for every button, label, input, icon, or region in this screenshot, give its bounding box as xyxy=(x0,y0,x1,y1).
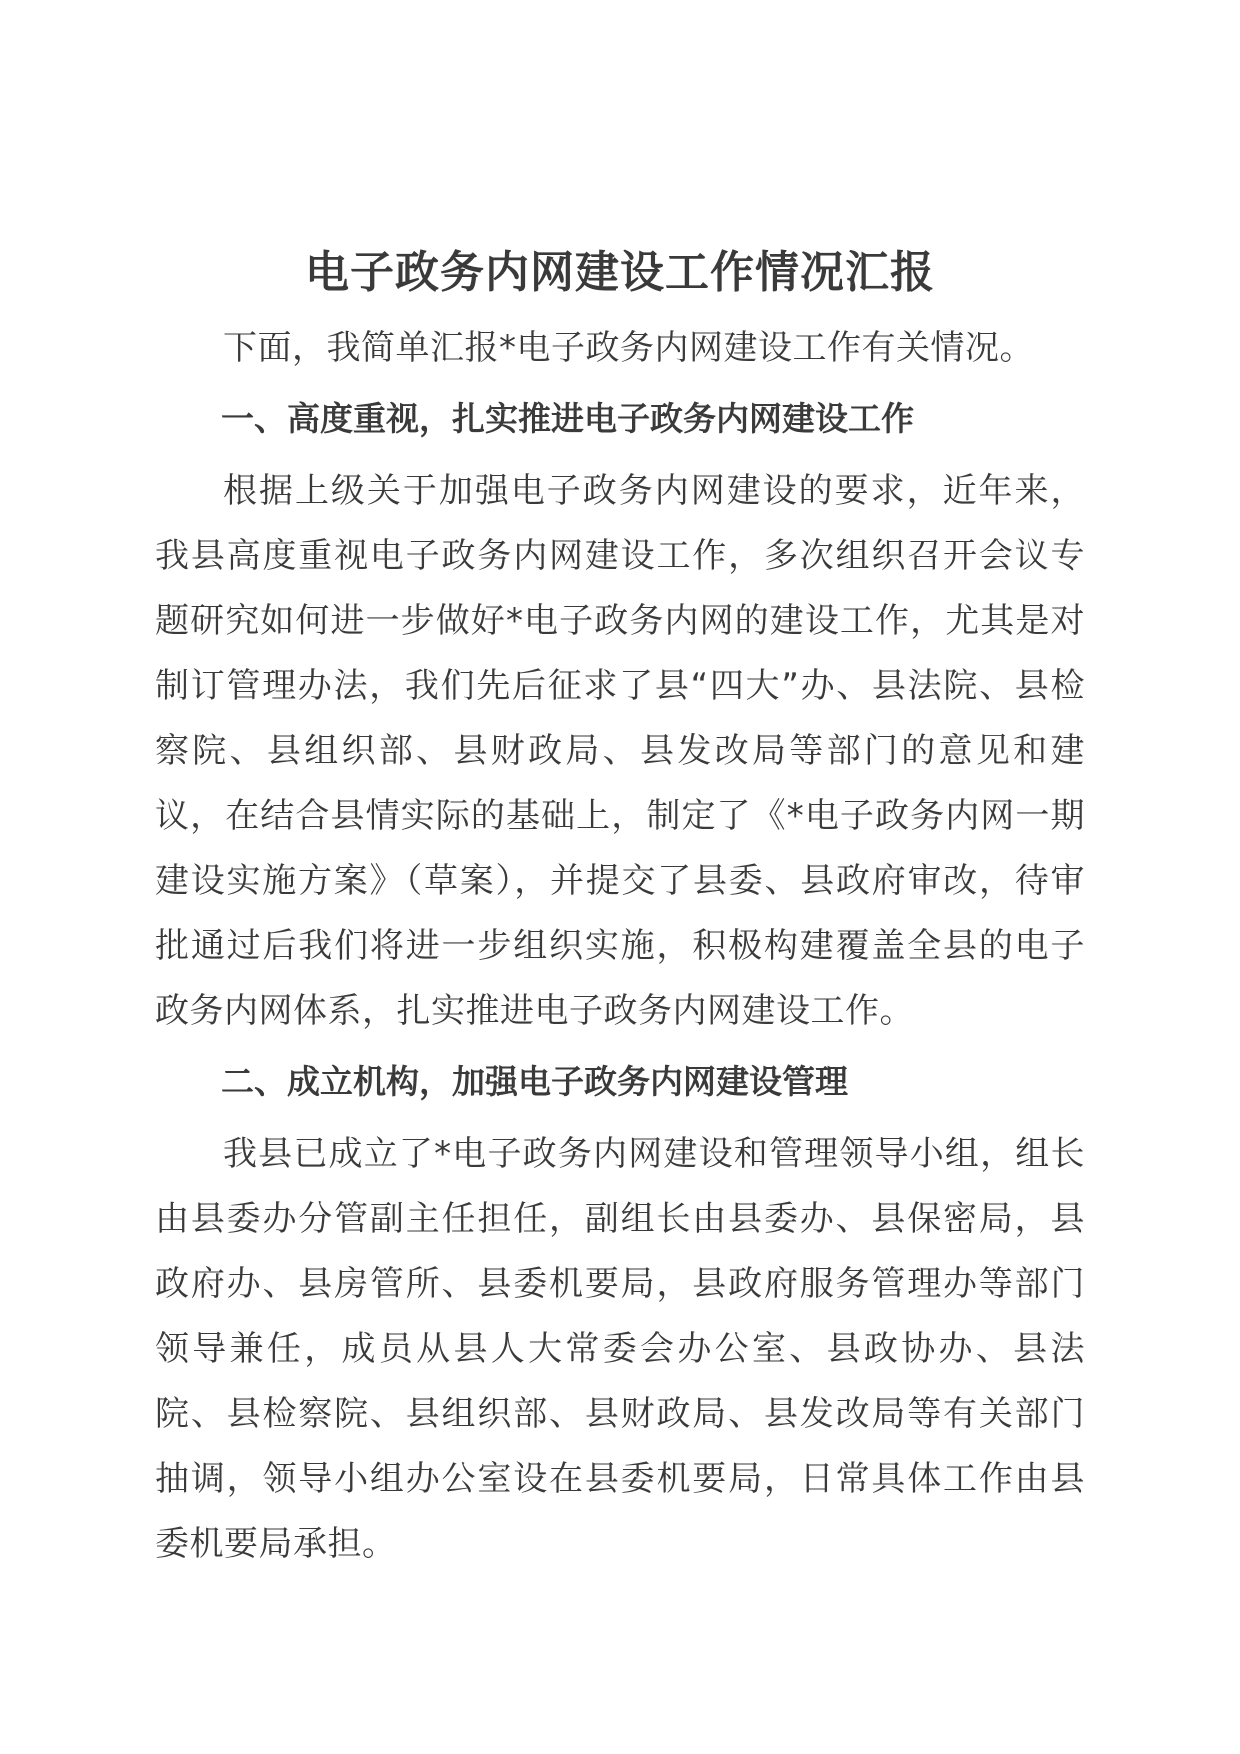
section-1-heading: 一、高度重视，扎实推进电子政务内网建设工作 xyxy=(221,399,914,438)
section-2-heading: 二、成立机构，加强电子政务内网建设管理 xyxy=(221,1062,848,1101)
section-2-body: 我县已成立了*电子政务内网建设和管理领导小组，组长由县委办分管副主任担任，副组长由县委办、县保密局，县政府办、县房管所、县委机要局，县政府服务管理办等部门领导兼任，成员从县人大常委会办公室、县政协办、县法院、县检察院、县组织部、县财政局、县发改局等有关部门抽调，领导小组办公室设在县委机要局，日常具体工作由县委机要局承担。 xyxy=(155,1134,1085,1564)
document-title: 电子政务内网建设工作情况汇报 xyxy=(305,247,935,298)
document-page xyxy=(155,236,1085,1577)
intro-paragraph: 下面，我简单汇报*电子政务内网建设工作有关情况。 xyxy=(223,328,1034,368)
section-1-body: 根据上级关于加强电子政务内网建设的要求，近年来，我县高度重视电子政务内网建设工作，多次组织召开会议专题研究如何进一步做好*电子政务内网的建设工作，尤其是对制订管理办法，我们先后征求了县“四大”办、县法院、县检察院、县组织部、县财政局、县发改局等部门的意见和建议，在结合县情实际的基础上，制定了《*电子政务内网一期建设实施方案》（草案），并提交了县委、县政府审改，待审批通过后我们将进一步组织实施，积极构建覆盖全县的电子政务内网体系，扎实推进电子政务内网建设工作。 xyxy=(155,471,1085,1031)
